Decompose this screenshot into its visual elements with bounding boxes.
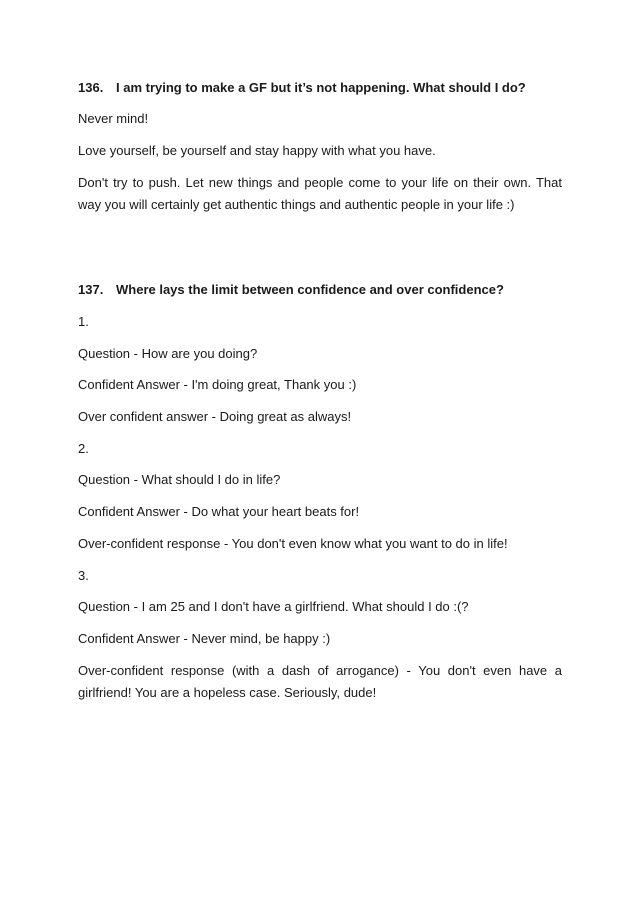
section-number: 136. xyxy=(78,80,104,95)
paragraph: Question - How are you doing? xyxy=(78,346,258,361)
paragraph: Confident Answer - Never mind, be happy :) xyxy=(78,631,331,646)
section-question: I am trying to make a GF but it’s not happening. What should I do? xyxy=(116,80,526,95)
paragraph: Over-confident response (with a dash of arrogance) - You don't even have a girlfriend! You are a hopeless case. Seriously, dude! xyxy=(78,663,562,700)
paragraph: Confident Answer - I'm doing great, Thank you :) xyxy=(78,377,357,392)
section-number: 137. xyxy=(78,282,104,297)
paragraph: Never mind! xyxy=(78,111,149,126)
section-137-heading xyxy=(78,282,560,298)
list-number: 3. xyxy=(78,568,89,583)
paragraph: Over confident answer - Doing great as always! xyxy=(78,409,352,424)
section-question: Where lays the limit between confidence and over confidence? xyxy=(116,282,504,297)
paragraph: Confident Answer - Do what your heart beats for! xyxy=(78,504,360,519)
paragraph: Don't try to push. Let new things and people come to your life on their own. That way you will certainly get authentic things and authentic people in your life :) xyxy=(78,175,562,212)
list-number: 2. xyxy=(78,441,89,456)
paragraph: Question - I am 25 and I don't have a girlfriend. What should I do :(? xyxy=(78,599,469,614)
paragraph: Question - What should I do in life? xyxy=(78,472,281,487)
list-number: 1. xyxy=(78,314,89,329)
paragraph: Love yourself, be yourself and stay happy with what you have. xyxy=(78,143,436,158)
paragraph: Over-confident response - You don't even know what you want to do in life! xyxy=(78,536,508,551)
section-136-heading xyxy=(78,80,560,96)
